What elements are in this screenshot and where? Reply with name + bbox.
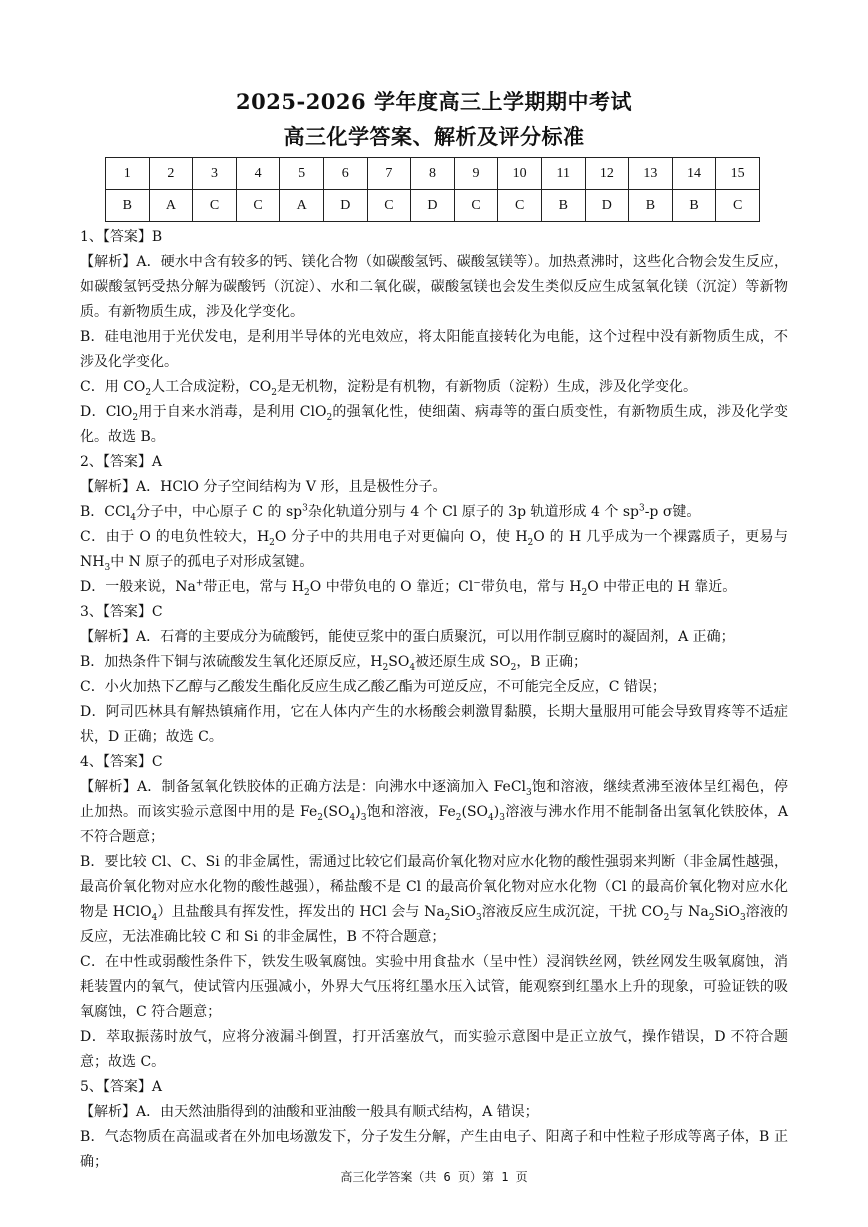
answer-cell: C xyxy=(236,190,280,222)
question-2-option-d: D．一般来说，Na+带正电，常与 $H_2O$ 中带负电的 O 靠近；Cl−带负电，常与 $H_2O$ 中带正电的 H 靠近。 xyxy=(80,578,737,598)
answer-table-answer-row xyxy=(106,190,760,222)
answer-cell: D xyxy=(323,190,367,222)
question-1-option-c: C．用 $CO_2$人工合成淀粉，$CO_2$是无机物，淀粉是有机物，有新物质（淀粉）生成，涉及化学变化。 xyxy=(80,379,698,398)
question-number: 7 xyxy=(367,158,411,190)
question-number: 4 xyxy=(236,158,280,190)
answer-cell: C xyxy=(367,190,411,222)
question-number: 14 xyxy=(672,158,716,190)
question-number: 13 xyxy=(629,158,673,190)
question-3-option-b: B．加热条件下铜与浓硫酸发生氧化还原反应，$H_2SO_4$被还原生成 $SO_2$，B 正确； xyxy=(80,654,588,673)
answer-cell: C xyxy=(454,190,498,222)
question-1-option-b: B．硅电池用于光伏发电，是利用半导体的光电效应，将太阳能直接转化为电能，这个过程中没有新物质生成，不涉及化学变化。 xyxy=(80,329,788,370)
question-number: 5 xyxy=(280,158,324,190)
question-3-option-a: 【解析】A．石膏的主要成分为硫酸钙，能使豆浆中的蛋白质聚沉，可以用作制豆腐时的凝固剂，A 正确； xyxy=(80,629,735,645)
answer-cell: B xyxy=(629,190,673,222)
answer-cell: B xyxy=(672,190,716,222)
page-title: 2025-2026 学年度高三上学期期中考试 xyxy=(236,89,632,114)
answer-cell: B xyxy=(541,190,585,222)
question-4-option-a: 【解析】A．制备氢氧化铁胶体的正确方法是：向沸水中逐滴加入 FeCl$_3$饱和溶液，继续煮沸至液体呈红褐色，停止加热。而该实验示意图中用的是 $Fe_2(SO_4)_3$饱和溶液，$Fe_2(SO_4)_3$溶液与沸水作用不能制备出氢氧化铁胶体，A 不符合题意； xyxy=(80,779,789,845)
question-4-answer: 4、【答案】C xyxy=(80,754,163,770)
answer-table xyxy=(105,157,760,222)
question-4-option-c: C．在中性或弱酸性条件下，铁发生吸氧腐蚀。实验中用食盐水（呈中性）浸润铁丝网，铁丝网发生吸氧腐蚀，消耗装置内的氧气，使试管内压强减小，外界大气压将红墨水压入试管，能观察到红墨水上升的现象，可验证铁的吸氧腐蚀，C 符合题意； xyxy=(80,954,788,1020)
question-5-option-b: B．气态物质在高温或者在外加电场激发下，分子发生分解，产生由电子、阳离子和中性粒子形成等离子体，B 正确； xyxy=(80,1129,788,1170)
question-2-option-a: 【解析】A．HClO 分子空间结构为 V 形，且是极性分子。 xyxy=(80,479,447,495)
answer-explanations xyxy=(80,225,788,1175)
answer-cell: D xyxy=(411,190,455,222)
question-number: 15 xyxy=(716,158,760,190)
question-4-option-b: B．要比较 Cl、C、Si 的非金属性，需通过比较它们最高价氧化物对应水化物的酸性强弱来判断（非金属性越强，最高价氧化物对应水化物的酸性越强），稀盐酸不是 Cl 的最高价氧化物对应水化物（Cl 的最高价氧化物对应水化物是 HClO$_4$）且盐酸具有挥发性，挥发出的 HCl 会与 $Na_2SiO_3$溶液反应生成沉淀，干扰 $CO_2$与 $Na_2SiO_3$溶液的反应，无法准确比较 C 和 Si 的非金属性，B 不符合题意； xyxy=(80,854,788,945)
question-4-option-d: D．萃取振荡时放气，应将分液漏斗倒置，打开活塞放气，而实验示意图中是正立放气，操作错误，D 不符合题意；故选 C。 xyxy=(80,1029,788,1070)
question-1-option-a: 【解析】A．硬水中含有较多的钙、镁化合物（如碳酸氢钙、碳酸氢镁等）。加热煮沸时，这些化合物会发生反应，如碳酸氢钙受热分解为碳酸钙（沉淀）、水和二氧化碳，碳酸氢镁也会发生类似反应生成氢氧化镁（沉淀）等新物质。有新物质生成，涉及化学变化。 xyxy=(80,254,788,320)
question-3-option-c: C．小火加热下乙醇与乙酸发生酯化反应生成乙酸乙酯为可逆反应，不可能完全反应，C 错误； xyxy=(80,679,666,695)
question-2-option-b: B．CCl$_4$分子中，中心原子 C 的 $sp^3$杂化轨道分别与 4 个 Cl 原子的 3p 轨道形成 4 个 $sp^3-p$ σ键。 xyxy=(80,503,701,523)
question-2-option-c: C．由于 O 的电负性较大，$H_2O$ 分子中的共用电子对更偏向 O，使 $H_2O$ 的 H 几乎成为一个裸露质子，更易与 $NH_3$中 N 原子的孤电子对形成氢键。 xyxy=(80,529,788,573)
answer-cell: C xyxy=(498,190,542,222)
question-number: 3 xyxy=(193,158,237,190)
question-1-option-d: D．ClO$_2$用于自来水消毒，是利用 ClO$_2$的强氧化性，使细菌、病毒等的蛋白质变性，有新物质生成，涉及化学变化。故选 B。 xyxy=(80,404,788,445)
question-1-answer: 1、【答案】B xyxy=(80,229,163,245)
question-5-option-a: 【解析】A．由天然油脂得到的油酸和亚油酸一般具有顺式结构，A 错误； xyxy=(80,1104,539,1120)
question-number: 11 xyxy=(541,158,585,190)
answer-cell: C xyxy=(716,190,760,222)
question-2-answer: 2、【答案】A xyxy=(80,454,163,470)
question-number: 8 xyxy=(411,158,455,190)
question-number: 9 xyxy=(454,158,498,190)
question-number: 12 xyxy=(585,158,629,190)
answer-cell: C xyxy=(193,190,237,222)
question-3-option-d: D．阿司匹林具有解热镇痛作用，它在人体内产生的水杨酸会刺激胃黏膜，长期大量服用可能会导致胃疼等不适症状，D 正确；故选 C。 xyxy=(80,704,788,745)
answer-table-number-row xyxy=(106,158,760,190)
question-number: 2 xyxy=(149,158,193,190)
answer-cell: A xyxy=(149,190,193,222)
question-number: 1 xyxy=(106,158,150,190)
page-footer: 高三化学答案（共 6 页）第 1 页 xyxy=(340,1170,528,1184)
question-number: 10 xyxy=(498,158,542,190)
question-number: 6 xyxy=(323,158,367,190)
page-subtitle: 高三化学答案、解析及评分标准 xyxy=(283,124,585,149)
answer-cell: B xyxy=(106,190,150,222)
question-3-answer: 3、【答案】C xyxy=(80,604,163,620)
answer-cell: A xyxy=(280,190,324,222)
answer-cell: D xyxy=(585,190,629,222)
question-5-answer: 5、【答案】A xyxy=(80,1079,163,1095)
